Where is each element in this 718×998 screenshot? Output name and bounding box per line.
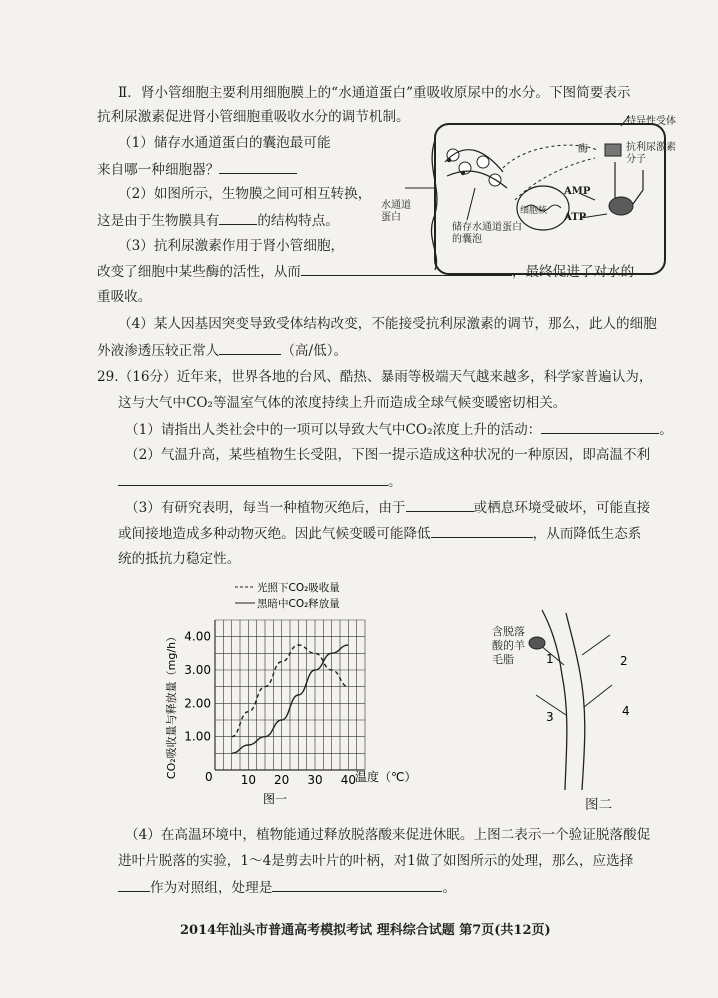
q29-p4-line1: （4）在高温环境中，植物能通过释放脱落酸来促进休眠。上图二表示一个验证脱落酸促 — [125, 827, 651, 843]
vesicle-pointer — [467, 188, 475, 220]
amp-label: AMP — [564, 186, 591, 197]
petiole-2-label: 2 — [620, 654, 628, 668]
q3-text-pre: 改变了细胞中某些酶的活性，从而 — [97, 264, 301, 280]
part2-intro-line2: 抗利尿激素促进肾小管细胞重吸收水分的调节机制。 — [97, 109, 410, 125]
petiole-3-label: 3 — [546, 710, 554, 724]
y-tick-label: 4.00 — [184, 629, 211, 644]
q4-line1: （4）某人因基因突变导致受体结构改变，不能接受抗利尿激素的调节，那么，此人的细胞 — [118, 316, 657, 332]
chart-y-axis-label: CO₂吸收量与释放量（mg/h） — [165, 630, 178, 780]
q29-p4-mid: 作为对照组，处理是 — [150, 880, 273, 896]
vesicle-label: 储存水通道蛋白的囊泡 — [452, 222, 522, 245]
fig2-label-line2: 酸的羊 — [492, 639, 525, 652]
stem-right-edge — [566, 613, 585, 790]
legend-light-absorption: 光照下CO₂吸收量 — [257, 582, 340, 594]
lanolin-blob — [529, 637, 545, 649]
q29-p3-text-pre: （3）有研究表明，每当一种植物灭绝后，由于 — [125, 500, 406, 516]
q29-p4-blank1[interactable] — [118, 878, 150, 892]
x-tick-label: 10 — [240, 773, 256, 787]
petiole-1-label: 1 — [546, 652, 554, 666]
page-footer: 2014年汕头市普通高考模拟考试 理科综合试题 第7页(共12页) — [180, 923, 551, 938]
q29-p2-blank[interactable] — [118, 472, 388, 486]
hormone-box — [605, 144, 621, 156]
fig2-label-line1: 含脱落 — [492, 625, 525, 638]
petiole-4-label: 4 — [622, 704, 630, 718]
figure2-caption: 图二 — [585, 797, 613, 813]
x-tick-label: 20 — [274, 773, 290, 787]
x-tick-label: 40 — [340, 773, 356, 787]
q3-text-post: ，最终促进了对水的 — [511, 264, 635, 280]
nucleus-label: 细胞核 — [520, 206, 548, 216]
q2-line1: （2）如图所示，生物膜之间可相互转换， — [118, 186, 372, 202]
q29-p4-end: 。 — [442, 880, 456, 896]
receptor-label: 特异性受体 — [626, 116, 676, 127]
q29-p2-line2 — [118, 472, 402, 491]
part2-intro-line1: Ⅱ．肾小管细胞主要利用细胞膜上的“水通道蛋白”重吸收原尿中的水分。下图简要表示 — [118, 85, 631, 101]
cell-regulation-diagram — [375, 110, 695, 285]
chart-x-axis-label: 温度（℃） — [355, 770, 417, 784]
q4-text-post: （高/低）。 — [281, 343, 348, 359]
stem-left-edge — [542, 610, 567, 790]
q29-p1 — [125, 420, 673, 439]
q29-p2-end: 。 — [388, 474, 402, 490]
q2-answer-blank[interactable] — [219, 211, 257, 225]
q29-p3-line1 — [125, 498, 650, 517]
y-tick-label: 3.00 — [184, 663, 211, 677]
q29-p4-blank2[interactable] — [272, 878, 442, 892]
fig2-label-line3: 毛脂 — [492, 653, 514, 666]
q2-text-pre: 这是由于生物膜具有 — [97, 213, 220, 229]
q1-line2 — [97, 160, 297, 179]
q29-p3-text2-post: ，从而降低生态系 — [532, 526, 642, 542]
q4-line2 — [97, 341, 347, 360]
aqp-label: 水通道蛋白 — [381, 200, 411, 223]
x-tick-label: 30 — [307, 773, 323, 787]
q3-line3: 重吸收。 — [97, 289, 152, 305]
q2-text-post: 的结构特点。 — [257, 213, 339, 229]
petiole-2 — [582, 635, 610, 655]
q29-p3-text-post: 或栖息环境受破坏，可能直接 — [473, 500, 651, 516]
atp-label: ATP — [564, 212, 587, 223]
q4-text-pre: 外液渗透压较正常人 — [97, 343, 220, 359]
q29-p3-blank1[interactable] — [406, 498, 474, 512]
q29-line1: 29.（16分）近年来，世界各地的台风、酷热、暴雨等极端天气越来越多，科学家普遍认为， — [97, 369, 653, 385]
q1-text: 来自哪一种细胞器？ — [97, 162, 220, 178]
q1-line1: （1）储存水通道蛋白的囊泡最可能 — [118, 135, 331, 151]
q29-line2: 这与大气中CO₂等温室气体的浓度持续上升而造成全球气候变暖密切相关。 — [118, 395, 567, 411]
hormone-label: 抗利尿激素分子 — [626, 142, 676, 165]
figure1-chart — [155, 575, 425, 815]
q29-p3-line2 — [118, 524, 641, 543]
chart-title: 图一 — [263, 792, 288, 806]
y-tick-label: 2.00 — [184, 696, 211, 711]
legend-dark-release: 黑暗中CO₂释放量 — [257, 598, 340, 610]
receptor-stalk — [633, 170, 643, 204]
chart-origin-label: 0 — [205, 770, 213, 784]
q29-p1-blank[interactable] — [541, 420, 659, 434]
petiole-4 — [584, 685, 612, 707]
q29-p2-line1: （2）气温升高，某些植物生长受阻，下图一提示造成这种状况的一种原因，即高温不利 — [125, 447, 651, 463]
q29-p1-end: 。 — [659, 422, 673, 438]
q1-answer-blank[interactable] — [219, 160, 297, 174]
chart-legend — [235, 581, 340, 610]
q29-p3-text2-pre: 或间接地造成多种动物灭绝。因此气候变暖可能降低 — [118, 526, 431, 542]
q29-p3-blank2[interactable] — [431, 524, 533, 538]
vesicle-group — [445, 149, 507, 188]
receptor-complex — [609, 197, 633, 215]
y-tick-label: 1.00 — [184, 729, 211, 744]
q4-answer-blank[interactable] — [219, 341, 281, 355]
q29-p4-line3 — [118, 878, 456, 897]
q29-p1-text: （1）请指出人类社会中的一项可以导致大气中CO₂浓度上升的活动： — [125, 422, 542, 438]
chart-grid — [215, 620, 365, 770]
enzyme-label: 酶 — [578, 144, 588, 155]
q29-p3-line3: 统的抵抗力稳定性。 — [118, 551, 241, 567]
q3-line1: （3）抗利尿激素作用于肾小管细胞， — [118, 238, 345, 254]
q29-p4-line2: 进叶片脱落的实验，1～4是剪去叶片的叶柄，对1做了如图所示的处理，那么，应选择 — [118, 853, 634, 869]
q2-line2 — [97, 211, 339, 230]
